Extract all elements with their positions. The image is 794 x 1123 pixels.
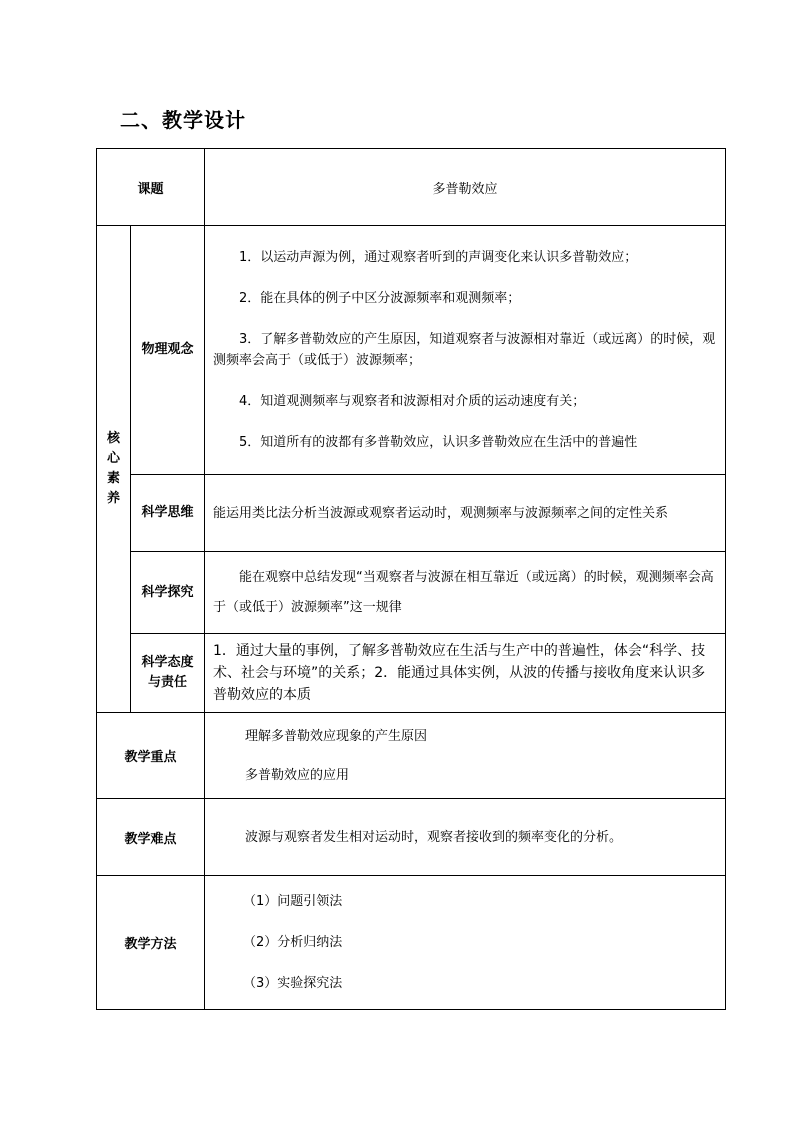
page-title: 二、教学设计 — [120, 108, 246, 132]
physics-item: 2．能在具体的例子中区分波源频率和观测频率； — [239, 291, 521, 306]
physics-item: 1．以运动声源为例，通过观察者听到的声调变化来认识多普勒效应； — [239, 250, 638, 265]
methods-label: 教学方法 — [97, 876, 205, 1010]
method-item: （3）实验探究法 — [243, 976, 343, 991]
topic-row — [97, 149, 726, 226]
key-points-label: 教学重点 — [97, 713, 205, 799]
methods-row — [97, 876, 726, 1010]
attitude-row — [97, 634, 726, 713]
key-points-row — [97, 713, 726, 799]
topic-value: 多普勒效应 — [205, 149, 726, 226]
attitude-label: 科学态度与责任 — [131, 634, 205, 713]
key-point-item: 理解多普勒效应现象的产生原因 — [245, 728, 428, 744]
difficulty-content: 波源与观察者发生相对运动时，观察者接收到的频率变化的分析。 — [205, 799, 726, 876]
difficulty-row — [97, 799, 726, 876]
method-item: （2）分析归纳法 — [243, 935, 343, 950]
physics-item: 4．知道观测频率与观察者和波源相对介质的运动速度有关； — [239, 394, 586, 409]
core-literacy-label: 核 心 素 养 — [97, 226, 131, 713]
inquiry-content: 能在观察中总结发现“当观察者与波源在相互靠近（或远离）的时候，观测频率会高于（或低于）波源频率”这一规律 — [213, 569, 714, 615]
lesson-design-table — [96, 148, 726, 1010]
physics-label: 物理观念 — [131, 226, 205, 475]
thinking-content: 能运用类比法分析当波源或观察者运动时，观测频率与波源频率之间的定性关系 — [205, 475, 726, 552]
physics-content — [205, 226, 726, 475]
thinking-row — [97, 475, 726, 552]
physics-item: 3．了解多普勒效应的产生原因，知道观察者与波源相对靠近（或远离）的时候，观测频率会高于（或低于）波源频率； — [213, 332, 716, 368]
attitude-content: 1．通过大量的事例，了解多普勒效应在生活与生产中的普遍性，体会“科学、技术、社会与环境”的关系；2．能通过具体实例，从波的传播与接收角度来认识多普勒效应的本质 — [205, 634, 726, 713]
key-point-item: 多普勒效应的应用 — [245, 767, 350, 783]
physics-row — [97, 226, 726, 475]
thinking-label: 科学思维 — [131, 475, 205, 552]
inquiry-row — [97, 552, 726, 634]
physics-item: 5．知道所有的波都有多普勒效应，认识多普勒效应在生活中的普遍性 — [239, 435, 638, 450]
method-item: （1）问题引领法 — [243, 894, 343, 909]
topic-label: 课题 — [97, 149, 205, 226]
inquiry-label: 科学探究 — [131, 552, 205, 634]
difficulty-label: 教学难点 — [97, 799, 205, 876]
